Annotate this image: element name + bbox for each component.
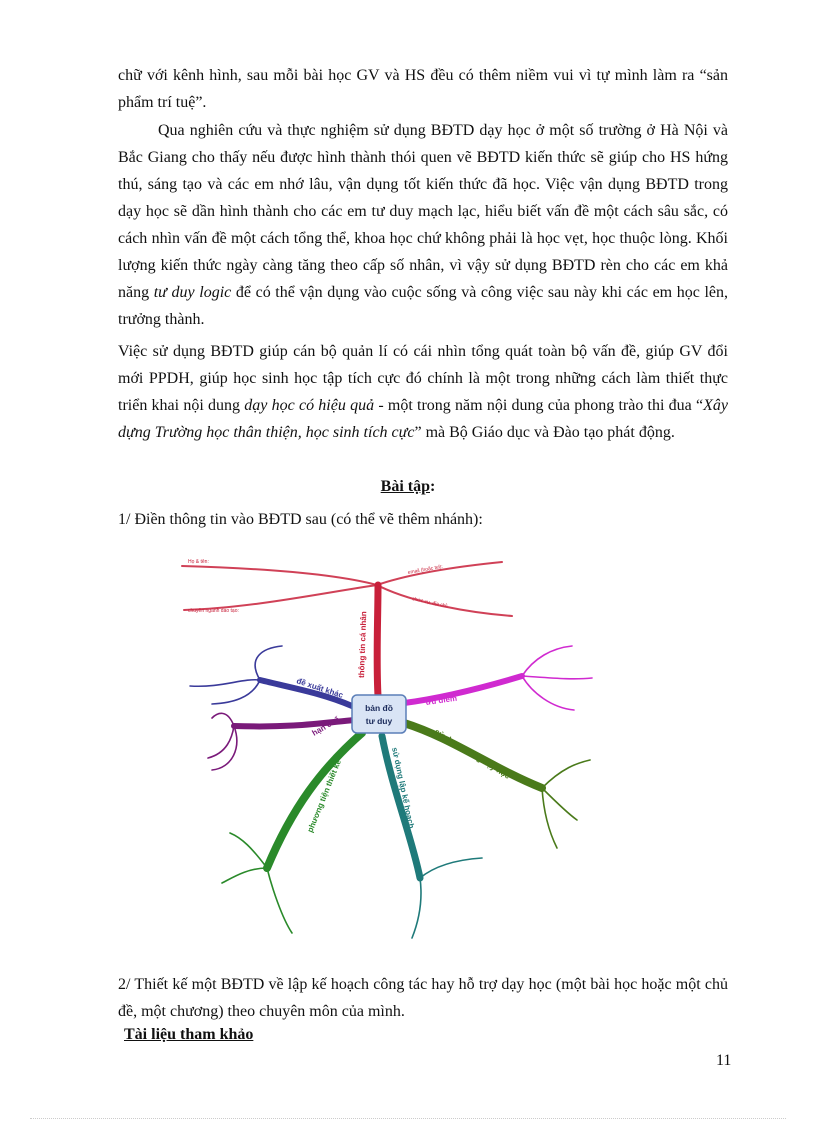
central-topic bbox=[352, 695, 406, 733]
label-top: thông tin cá nhân bbox=[357, 611, 369, 679]
label-left: hạn chế bbox=[310, 714, 342, 738]
label-upper-right: ưu điểm bbox=[425, 693, 458, 707]
exercise-heading-label: Bài tập bbox=[380, 478, 430, 495]
label-lower-left: phương tiện thiết kế bbox=[305, 758, 343, 834]
page-number: 11 bbox=[716, 1052, 732, 1069]
paragraph-1: chữ với kênh hình, sau mỗi bài học GV và HS đều có thêm niềm vui vì tự mình làm ra “sản phẩm trí tuệ”. bbox=[118, 67, 728, 111]
center-line-2: tư duy bbox=[365, 716, 393, 726]
paragraph-2-text-b: để có thể vận dụng vào cuộc sống và công việc sau này khi các em học lên, trưởng thành. bbox=[118, 284, 729, 328]
question-1: 1/ Điền thông tin vào BĐTD sau (có thể vẽ thêm nhánh): bbox=[118, 511, 483, 528]
footer-divider bbox=[30, 1118, 786, 1119]
sub-label-name: Họ & tên: bbox=[188, 559, 209, 565]
paragraph-3-text-b: - một trong năm nội dung của phong trào thi đua “ bbox=[374, 397, 704, 414]
label-upper-left: đề xuất khác bbox=[295, 676, 345, 700]
paragraph-2-italic: tư duy logic bbox=[153, 284, 232, 301]
exercise-heading-suffix: : bbox=[430, 478, 436, 495]
paragraph-3-italic-a: dạy học có hiệu quả bbox=[244, 397, 375, 414]
paragraph-3-italic-b: Xây dựng Trường học thân thiện, học sinh tích cực bbox=[118, 397, 729, 441]
twigs bbox=[190, 646, 592, 938]
branch-top bbox=[377, 585, 378, 696]
mind-map bbox=[172, 548, 612, 943]
sub-label-major: chuyên ngành đào tạo: bbox=[188, 608, 239, 614]
question-2: 2/ Thiết kế một BĐTD về lập kế hoạch công tác hay hỗ trợ dạy học (một bài học hoặc một chủ đề, một chương) theo chuyên môn của mình. bbox=[118, 976, 728, 1020]
exercise-heading bbox=[0, 478, 816, 496]
label-bottom: sử dụng lập kế hoạch bbox=[390, 746, 417, 830]
paragraph-3 bbox=[118, 338, 728, 446]
paragraph-2 bbox=[118, 117, 728, 333]
sub-label-email: email (hoặc tel): bbox=[407, 563, 444, 576]
branch-upper-right bbox=[404, 676, 522, 703]
paragraph-2-text-a: Qua nghiên cứu và thực nghiệm sử dụng BĐTD dạy học ở một số trường ở Hà Nội và Bắc Giang cho thấy nếu được hình thành thói quen vẽ BĐTD kiến thức sẽ giúp cho HS hứng thú, sáng tạo và các em nhớ lâu, vận dụng tốt kiến thức đã học. Việc vận dụng BĐTD trong dạy học sẽ dần hình thành cho các em tư duy mạch lạc, hiểu biết vấn đề một cách sâu sắc, có cách nhìn vấn đề một cách tổng thể, khoa học chứ không phải là học vẹt, học thuộc lòng. Khối lượng kiến thức ngày càng tăng theo cấp số nhân, vì vậy sử dụng BĐTD rèn cho các em khả năng bbox=[118, 122, 728, 301]
paragraph-3-text-a: Việc sử dụng BĐTD giúp cán bộ quản lí có cái nhìn tổng quát toàn bộ vấn đề, giúp GV đổi mới PPDH, giúp học sinh học tập tích cực đó chính là một trong những cách làm thiết thực triển khai nội dung bbox=[118, 343, 728, 414]
center-line-1: bản đồ bbox=[365, 703, 393, 713]
paragraph-3-text-c: ” mà Bộ Giáo dục và Đào tạo phát động. bbox=[414, 424, 675, 441]
sub-label-position: chức vụ, địa chỉ: bbox=[411, 596, 449, 610]
label-lower-right: sử dụng trong dạy học bbox=[432, 727, 512, 781]
references-heading: Tài liệu tham khảo bbox=[124, 1026, 254, 1043]
branch-lower-left bbox=[267, 733, 362, 868]
